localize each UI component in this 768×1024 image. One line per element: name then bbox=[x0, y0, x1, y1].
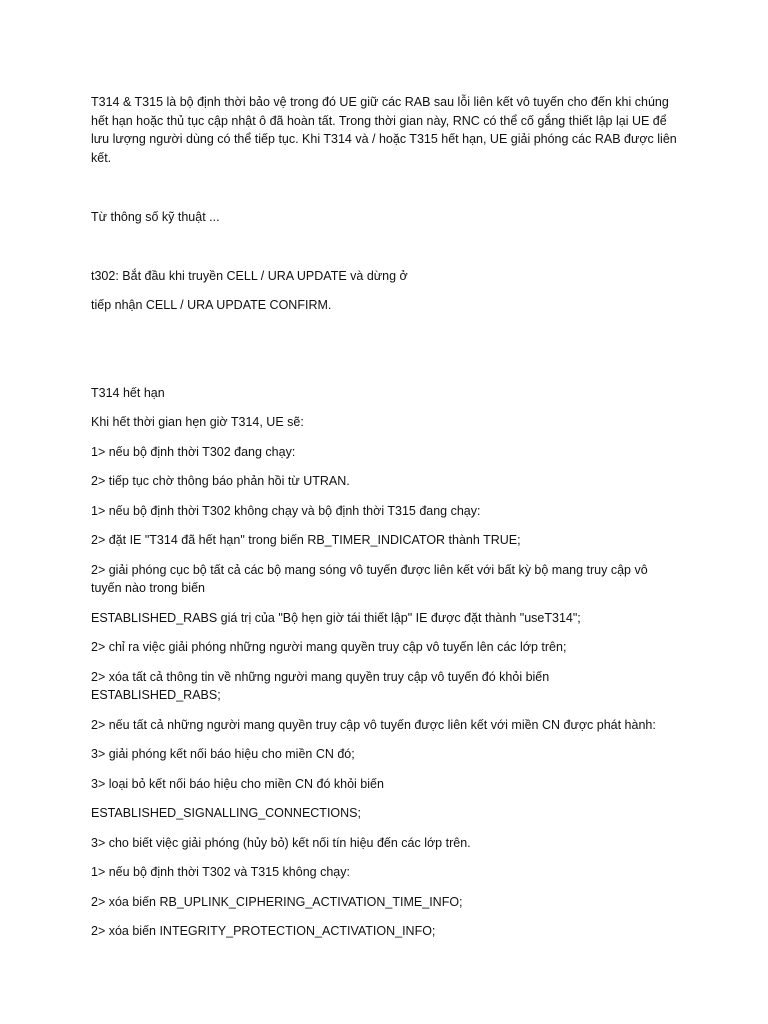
list-item: 1> nếu bộ định thời T302 và T315 không chạy: bbox=[91, 865, 350, 879]
list-item: 2> đặt IE "T314 đã hết hạn" trong biến RB_TIMER_INDICATOR thành TRUE; bbox=[91, 533, 521, 547]
section-heading-t314-expiry: T314 hết hạn bbox=[91, 385, 165, 400]
spec-intro-line: Từ thông số kỹ thuật ... bbox=[91, 210, 220, 224]
list-item: 2> chỉ ra việc giải phóng những người mang quyền truy cập vô tuyến lên các lớp trên; bbox=[91, 640, 567, 654]
list-item: 3> giải phóng kết nối báo hiệu cho miền CN đó; bbox=[91, 747, 355, 761]
list-item: 2> nếu tất cả những người mang quyền truy cập vô tuyến được liên kết với miền CN được phát hành: bbox=[91, 717, 656, 732]
list-item: 3> cho biết việc giải phóng (hủy bỏ) kết nối tín hiệu đến các lớp trên. bbox=[91, 835, 471, 850]
intro-paragraph: T314 & T315 là bộ định thời bảo vệ trong đó UE giữ các RAB sau lỗi liên kết vô tuyến cho đến khi chúng hết hạn hoặc thủ tục cập nhật ô đã hoàn tất. Trong thời gian này, RNC có thể cố gắng thiết lập lại UE để lưu lượng người dùng có thể tiếp tục. Khi T314 và / hoặc T315 hết hạn, UE giải phóng các RAB được liên kết. bbox=[91, 95, 677, 165]
list-item: ESTABLISHED_RABS giá trị của "Bộ hẹn giờ tái thiết lập" IE được đặt thành "useT314"; bbox=[91, 610, 581, 625]
document-body bbox=[91, 93, 681, 941]
list-item: ESTABLISHED_SIGNALLING_CONNECTIONS; bbox=[91, 806, 361, 820]
list-item: 1> nếu bộ định thời T302 không chạy và bộ định thời T315 đang chạy: bbox=[91, 503, 481, 518]
list-item: 1> nếu bộ định thời T302 đang chạy: bbox=[91, 444, 296, 459]
t302-line-1: t302: Bắt đầu khi truyền CELL / URA UPDATE và dừng ở bbox=[91, 268, 408, 283]
t302-line-2: tiếp nhận CELL / URA UPDATE CONFIRM. bbox=[91, 298, 332, 312]
list-item: 2> xóa biến INTEGRITY_PROTECTION_ACTIVATION_INFO; bbox=[91, 924, 436, 938]
list-item: 2> giải phóng cục bộ tất cả các bộ mang sóng vô tuyến được liên kết với bất kỳ bộ mang truy cập vô tuyến nào trong biến bbox=[91, 562, 648, 595]
list-item: Khi hết thời gian hẹn giờ T314, UE sẽ: bbox=[91, 415, 304, 429]
list-item: 2> tiếp tục chờ thông báo phản hồi từ UTRAN. bbox=[91, 474, 350, 488]
list-item: 2> xóa biến RB_UPLINK_CIPHERING_ACTIVATION_TIME_INFO; bbox=[91, 894, 463, 909]
list-item: 2> xóa tất cả thông tin về những người mang quyền truy cập vô tuyến đó khỏi biến ESTABLISHED_RABS; bbox=[91, 669, 550, 702]
list-item: 3> loại bỏ kết nối báo hiệu cho miền CN đó khỏi biến bbox=[91, 776, 384, 791]
